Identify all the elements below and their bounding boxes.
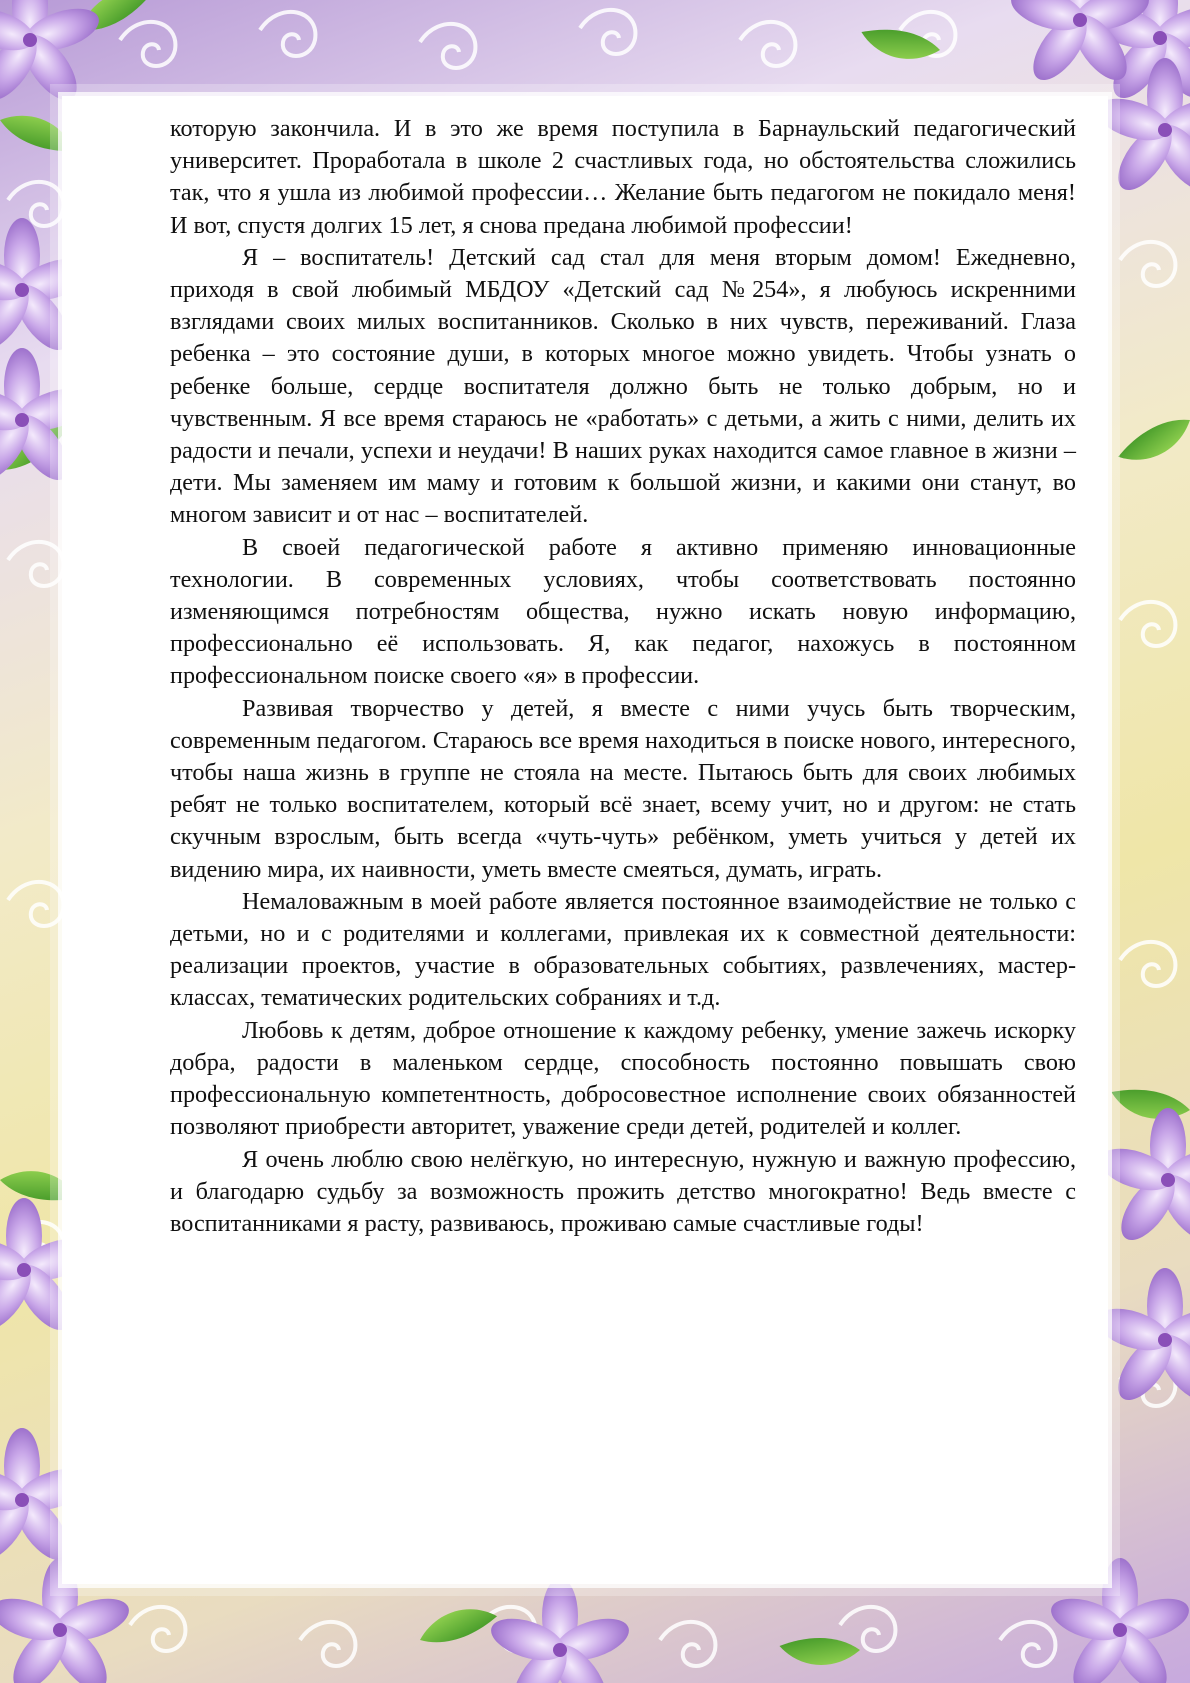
paragraph-1: которую закончила. И в это же время поступила в Барнаульский педагогический университет. Проработала в школе 2 счастливых года, но обстоятельства сложились так, что я ушла из любимой профессии… Желание быть педагогом не покидало меня! И вот, спустя долгих 15 лет, я снова предана любимой профессии! — [170, 115, 1076, 239]
paragraph-3: В своей педагогической работе я активно применяю инновационные технологии. В современных условиях, чтобы соответствовать постоянно изменяющимся потребностям общества, нужно искать новую информацию, профессионально её использовать. Я, как педагог, нахожусь в постоянном профессиональном поиске своего «я» в профессии. — [170, 533, 1076, 690]
paragraph-7: Я очень люблю свою нелёгкую, но интересную, нужную и важную профессию, и благодарю судьбу за возможность прожить детство многократно! Ведь вместе с воспитанниками я расту, развиваюсь, проживаю самые счастливые годы! — [170, 1145, 1076, 1237]
paragraph-5: Немаловажным в моей работе является постоянное взаимодействие не только с детьми, но и с родителями и коллегами, привлекая их к совместной деятельности: реализации проектов, участие в образовательных событиях, развлечениях, мастер-классах, тематических родительских собраниях и т.д. — [170, 887, 1076, 1012]
paragraph-4: Развивая творчество у детей, я вместе с ними учусь быть творческим, современным педагогом. Стараюсь все время находиться в поиске нового, интересного, чтобы наша жизнь в группе не стояла на месте. Пытаюсь быть для своих любимых ребят не только воспитателем, который всё знает, всему учит, но и другом: не стать скучным взрослым, быть всегда «чуть-чуть» ребёнком, уметь учиться у детей их видению мира, их наивности, уметь вместе смеяться, думать, играть. — [170, 694, 1076, 883]
top-ornament — [0, 0, 1190, 109]
paragraph-2: Я – воспитатель! Детский сад стал для меня вторым домом! Ежедневно, приходя в свой любимый МБДОУ «Детский сад №254», я любуюсь искренними взглядами своих милых воспитанников. Сколько в них чувств, переживаний. Глаза ребенка – это состояние души, в которых многое можно увидеть. Чтобы узнать о ребенке больше, сердце воспитателя должно быть не только добрым, но и чувственным. Я все время стараюсь не «работать» с детьми, а жить с ними, делить их радости и печали, успехи и неудачи! В наших руках находится самое главное в жизни – дети. Мы заменяем им маму и готовим к большой жизни, и какими они станут, во многом зависит и от нас – воспитателей. — [170, 243, 1076, 529]
paragraph-6: Любовь к детям, доброе отношение к каждому ребенку, умение зажечь искорку добра, радости в маленьком сердце, способность постоянно повышать свою профессиональную компетентность, добросовестное исполнение своих обязанностей позволяют приобрести авторитет, уважение среди детей, родителей и коллег. — [170, 1016, 1076, 1141]
essay-text — [170, 113, 1076, 1240]
